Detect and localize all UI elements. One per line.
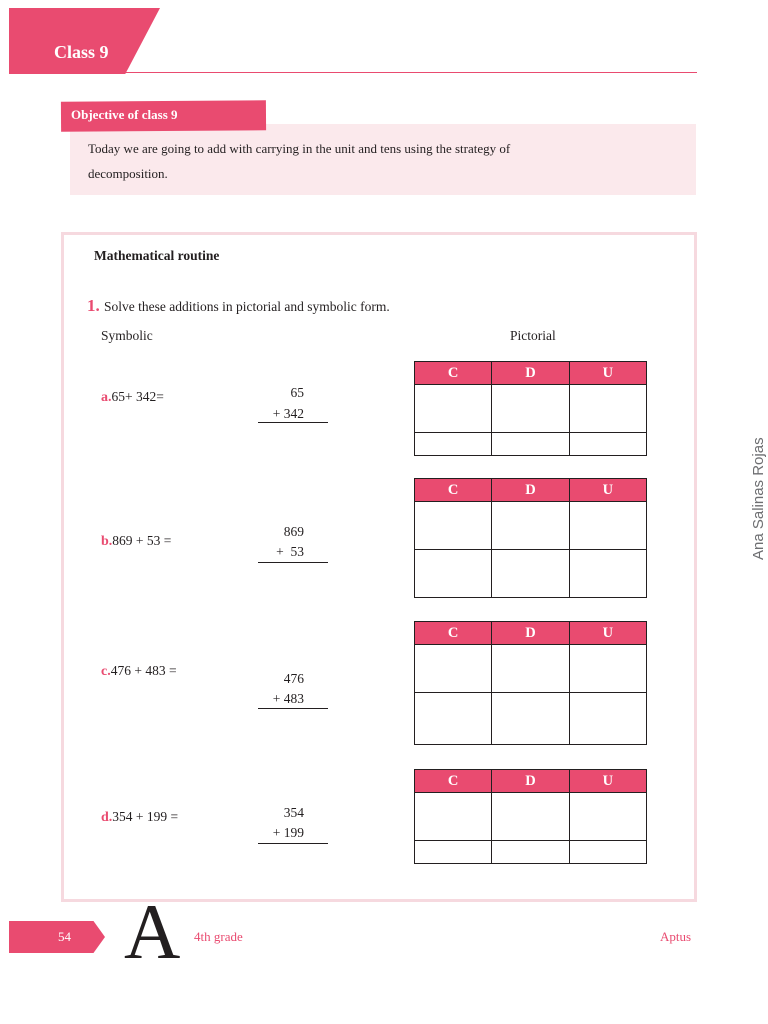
header-u: U <box>569 362 646 385</box>
exercise-a-top-addend: 65 <box>290 385 304 400</box>
table-cell[interactable] <box>492 793 569 841</box>
header-u: U <box>569 770 646 793</box>
exercise-b-place-value-table <box>414 478 647 598</box>
exercise-b-sum-line <box>258 562 328 563</box>
table-cell[interactable] <box>569 841 646 864</box>
page-number: 54 <box>58 929 71 944</box>
exercise-c-place-value-table <box>414 621 647 745</box>
table-cell[interactable] <box>569 793 646 841</box>
page-number-tab <box>9 921 105 953</box>
exercise-b-equation <box>101 533 171 550</box>
header-c: C <box>415 622 492 645</box>
exercise-c-top-addend: 476 <box>283 671 304 686</box>
exercise-d-bottom-addend: + 199 <box>272 825 304 840</box>
equation-text: 354 + 199 = <box>112 809 179 824</box>
table-cell[interactable] <box>569 693 646 745</box>
exercise-letter: c. <box>101 664 111 679</box>
exercise-letter: a. <box>101 390 112 405</box>
header-d: D <box>492 770 569 793</box>
table-cell[interactable] <box>569 550 646 598</box>
header-d: D <box>492 479 569 502</box>
table-cell[interactable] <box>569 433 646 456</box>
exercise-b-top-addend: 869 <box>283 524 304 539</box>
exercise-d-sum-line <box>258 843 328 844</box>
logo-letter: A <box>124 888 181 975</box>
table-cell[interactable] <box>492 433 569 456</box>
table-cell[interactable] <box>569 645 646 693</box>
table-cell[interactable] <box>415 793 492 841</box>
exercise-letter: d. <box>101 810 113 825</box>
equation-text: 869 + 53 = <box>112 533 172 548</box>
exercise-c-bottom-addend: + 483 <box>272 691 304 706</box>
objective-line-1: Today we are going to add with carrying in the unit and tens using the strategy of <box>88 141 511 156</box>
exercise-a-place-value-table <box>414 361 647 456</box>
exercise-d-place-value-table <box>414 769 647 864</box>
header-rule <box>9 72 697 73</box>
table-cell[interactable] <box>492 550 569 598</box>
brand-label: Aptus <box>660 929 692 944</box>
pictorial-label: Pictorial <box>510 328 556 343</box>
header-d: D <box>492 622 569 645</box>
question-text: Solve these additions in pictorial and symbolic form. <box>104 299 390 314</box>
side-credit: Ana Salinas Rojas <box>750 437 767 560</box>
symbolic-label: Symbolic <box>101 328 153 343</box>
exercise-d-equation <box>101 809 178 826</box>
exercise-c-equation <box>101 663 177 680</box>
table-cell[interactable] <box>492 645 569 693</box>
table-cell[interactable] <box>569 502 646 550</box>
table-cell[interactable] <box>415 693 492 745</box>
class-title: Class 9 <box>54 42 109 62</box>
exercise-a-bottom-addend: + 342 <box>272 406 304 421</box>
objective-title: Objective of class 9 <box>71 107 178 122</box>
grade-label: 4th grade <box>194 929 243 944</box>
table-cell[interactable] <box>415 841 492 864</box>
table-cell[interactable] <box>492 502 569 550</box>
header-u: U <box>569 479 646 502</box>
table-cell[interactable] <box>415 385 492 433</box>
table-cell[interactable] <box>492 385 569 433</box>
exercise-c-sum-line <box>258 708 328 709</box>
table-cell[interactable] <box>415 550 492 598</box>
exercise-letter: b. <box>101 534 113 549</box>
table-cell[interactable] <box>569 385 646 433</box>
class-tab <box>9 8 160 74</box>
header-c: C <box>415 770 492 793</box>
header-c: C <box>415 362 492 385</box>
header-c: C <box>415 479 492 502</box>
objective-line-2: decomposition. <box>88 166 168 181</box>
equation-text: 476 + 483 = <box>110 663 177 678</box>
objective-text <box>88 136 568 186</box>
routine-title: Mathematical routine <box>94 248 220 263</box>
table-cell[interactable] <box>492 693 569 745</box>
table-cell[interactable] <box>415 433 492 456</box>
equation-text: 65+ 342= <box>111 389 164 404</box>
header-d: D <box>492 362 569 385</box>
header-u: U <box>569 622 646 645</box>
table-cell[interactable] <box>415 645 492 693</box>
exercise-b-bottom-addend: + 53 <box>276 544 304 559</box>
question-number: 1. <box>87 296 100 315</box>
table-cell[interactable] <box>492 841 569 864</box>
table-cell[interactable] <box>415 502 492 550</box>
exercise-a-sum-line <box>258 422 328 423</box>
exercise-a-equation <box>101 389 164 406</box>
exercise-d-top-addend: 354 <box>283 805 304 820</box>
